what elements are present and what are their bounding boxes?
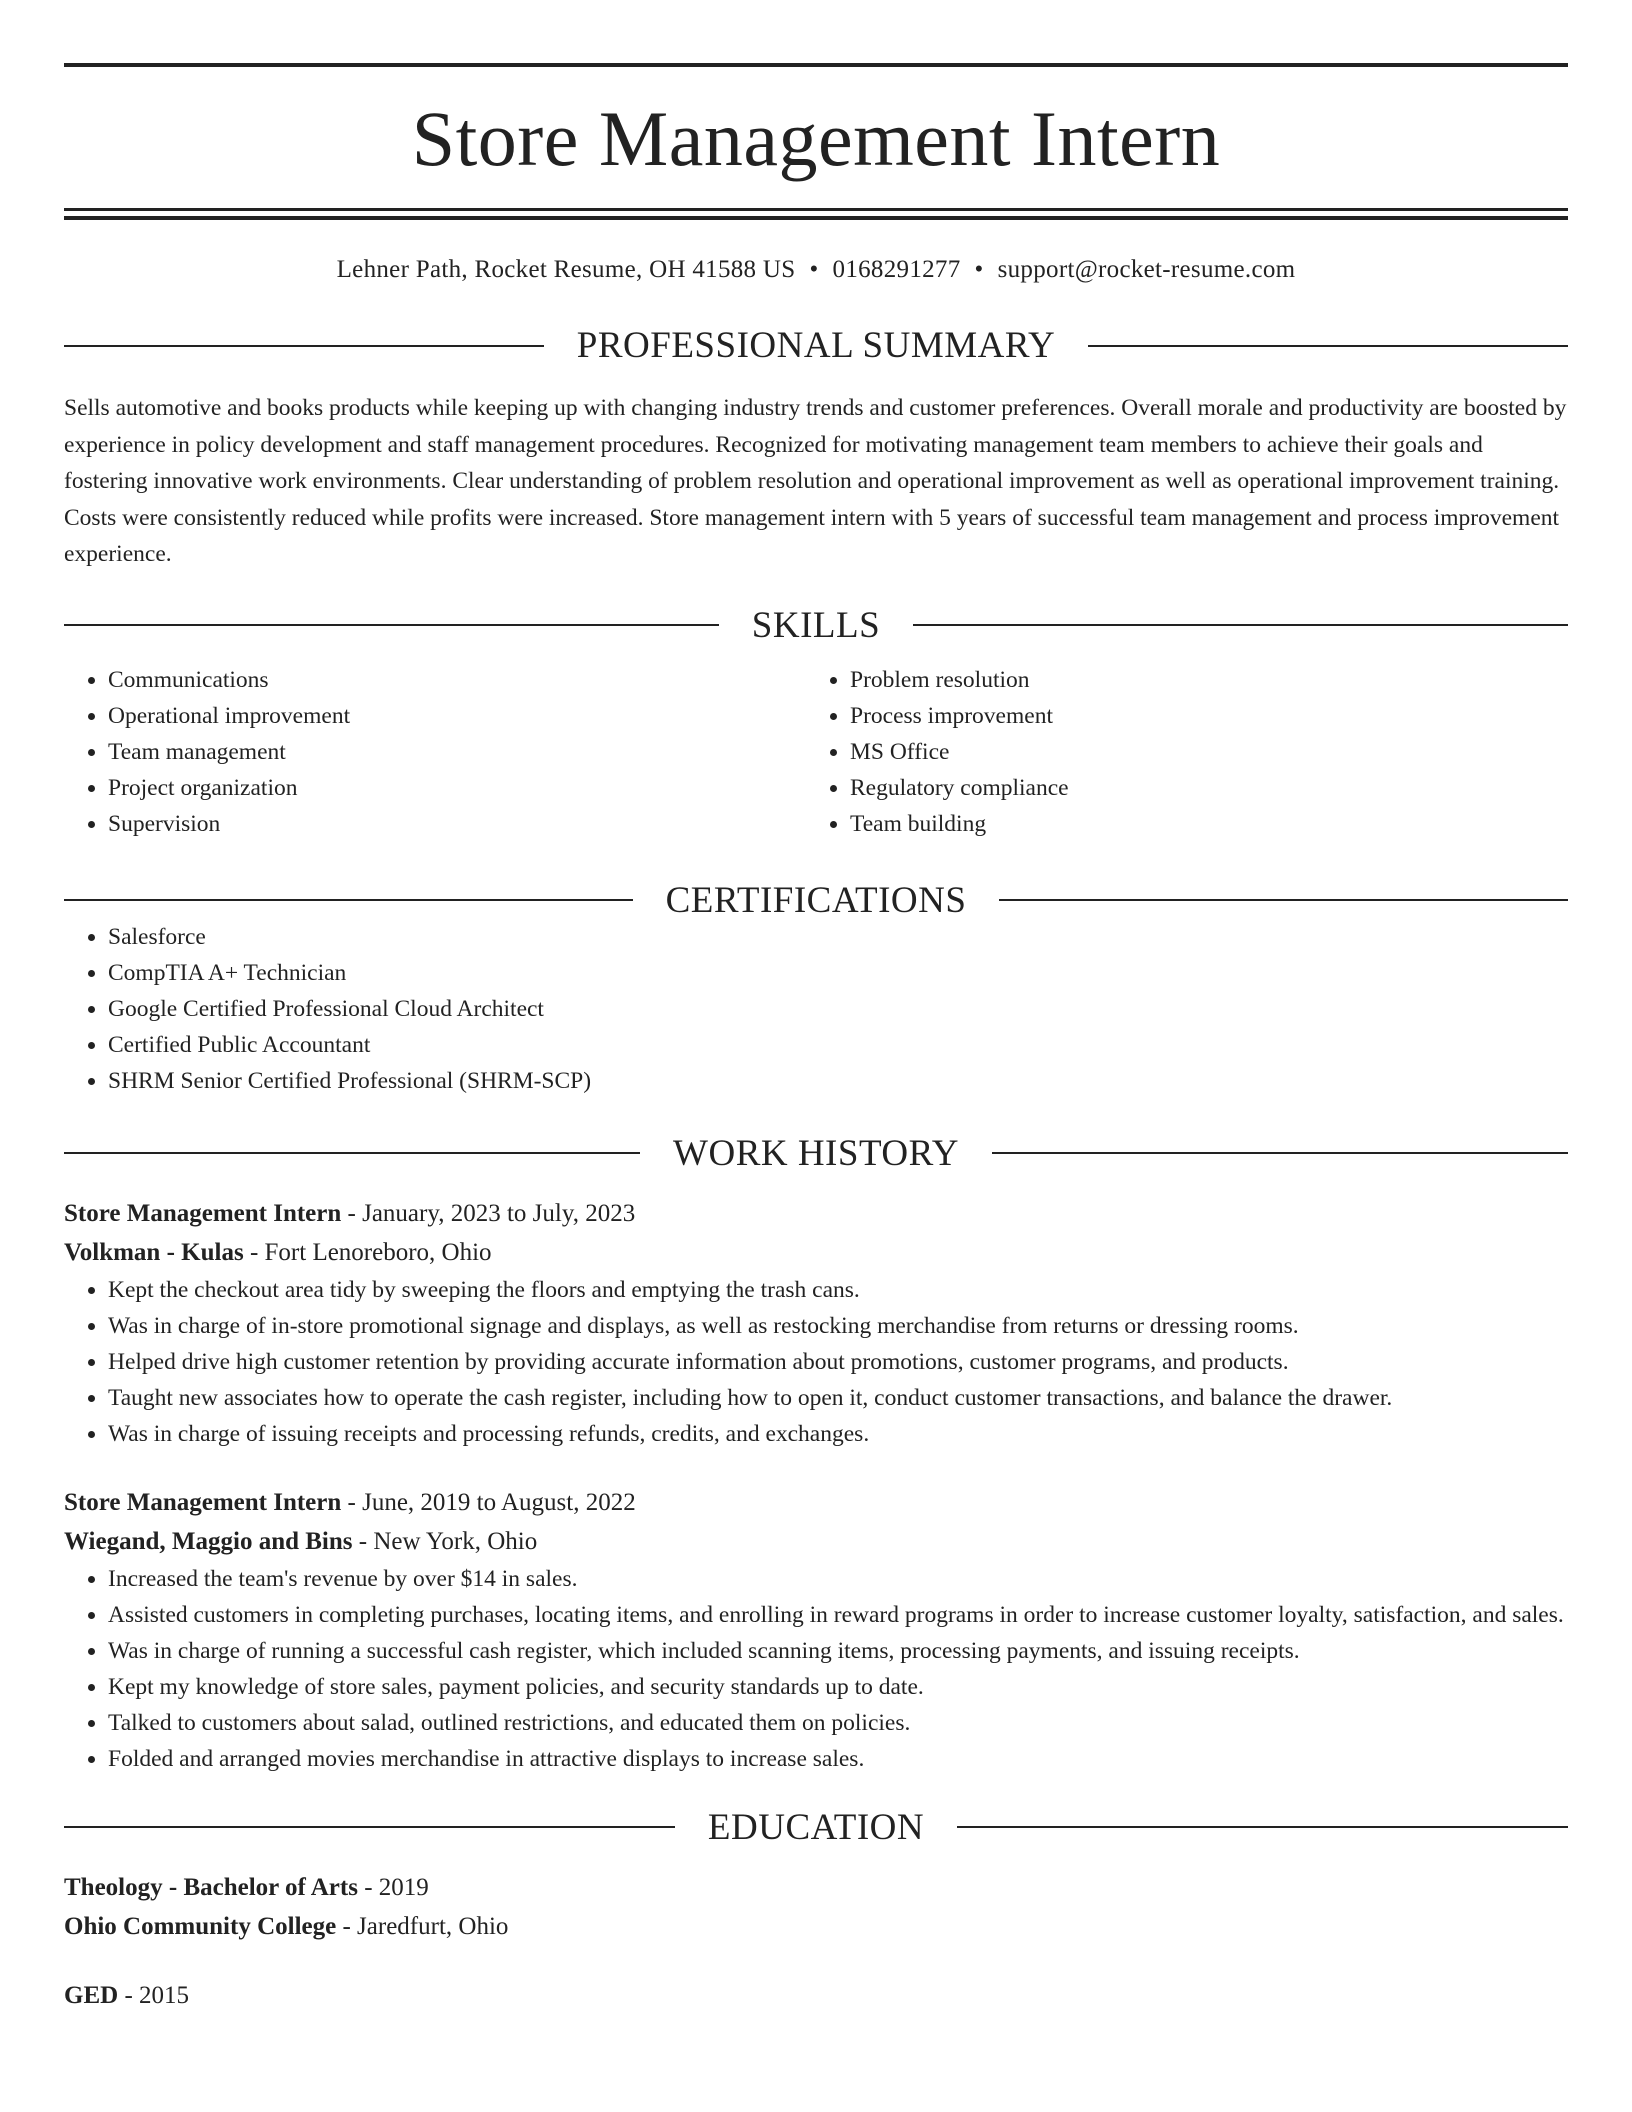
school-line xyxy=(64,1907,1568,1946)
skill-item: • Regulatory compliance xyxy=(850,770,1548,806)
contact-address: Lehner Path, Rocket Resume, OH 41588 US xyxy=(336,256,796,283)
contact-separator: • xyxy=(974,256,984,283)
resume-title: Store Management Intern xyxy=(411,95,1221,182)
heading-rule xyxy=(64,345,544,347)
job-title-line xyxy=(64,1483,1568,1522)
degree-year: - 2015 xyxy=(118,1981,190,2009)
education-heading xyxy=(64,1806,1568,1848)
job-dates: - January, 2023 to July, 2023 xyxy=(341,1199,636,1227)
job-title: Store Management Intern xyxy=(64,1488,342,1516)
certifications-heading xyxy=(64,879,1568,921)
duty-item: • Increased the team's revenue by over $14 in sales. xyxy=(108,1561,1568,1597)
duty-item: • Kept the checkout area tidy by sweeping the floors and emptying the trash cans. xyxy=(108,1272,1568,1308)
summary-heading xyxy=(64,327,1568,364)
job-duties xyxy=(64,1272,1568,1452)
duty-item: • Assisted customers in completing purchases, locating items, and enrolling in reward programs in order to increase customer loyalty, satisfaction, and sales. xyxy=(108,1597,1568,1633)
certification-item: • Certified Public Accountant xyxy=(108,1027,1568,1063)
resume-page xyxy=(64,0,1568,2015)
skill-item: • Operational improvement xyxy=(108,698,806,734)
heading-rule xyxy=(913,624,1568,626)
contact-email: support@rocket-resume.com xyxy=(997,256,1296,283)
duty-item: • Folded and arranged movies merchandise in attractive displays to increase sales. xyxy=(108,1741,1568,1777)
duty-item: • Was in charge of in-store promotional signage and displays, as well as restocking merchandise from returns or dressing rooms. xyxy=(108,1308,1568,1344)
job-title: Store Management Intern xyxy=(64,1199,342,1227)
section-title: SKILLS xyxy=(751,604,881,646)
section-title: EDUCATION xyxy=(707,1806,925,1848)
certifications-list xyxy=(64,919,1568,1099)
job-title-line xyxy=(64,1194,1568,1233)
work-history-heading xyxy=(64,1132,1568,1174)
skill-item: • Process improvement xyxy=(850,698,1548,734)
duty-item: • Helped drive high customer retention by providing accurate information about promotions, customer programs, and products. xyxy=(108,1344,1568,1380)
contact-line xyxy=(64,257,1568,282)
skills-column-left xyxy=(64,662,806,842)
job-location: - New York, Ohio xyxy=(352,1527,538,1555)
school-location: - Jaredfurt, Ohio xyxy=(336,1912,509,1940)
title-double-rule xyxy=(64,208,1568,220)
job-company: Volkman - Kulas xyxy=(64,1238,244,1266)
degree-line xyxy=(64,1868,1568,1907)
degree: Theology - Bachelor of Arts xyxy=(64,1873,358,1901)
section-title: PROFESSIONAL SUMMARY xyxy=(576,325,1056,366)
heading-rule xyxy=(64,899,633,901)
contact-phone: 0168291277 xyxy=(832,256,961,283)
heading-rule xyxy=(992,1152,1568,1154)
skill-item: • MS Office xyxy=(850,734,1548,770)
job-dates: - June, 2019 to August, 2022 xyxy=(341,1488,636,1516)
degree: GED xyxy=(64,1981,119,2009)
heading-rule xyxy=(999,899,1568,901)
section-title: WORK HISTORY xyxy=(673,1132,959,1174)
skills-heading xyxy=(64,604,1568,646)
skill-item: • Communications xyxy=(108,662,806,698)
skills-list xyxy=(64,662,1568,842)
duty-item: • Taught new associates how to operate the cash register, including how to open it, conduct customer transactions, and balance the drawer. xyxy=(108,1380,1568,1416)
certification-item: • Salesforce xyxy=(108,919,1568,955)
certification-item: • Google Certified Professional Cloud Architect xyxy=(108,991,1568,1027)
heading-rule xyxy=(64,1826,675,1828)
contact-separator: • xyxy=(809,256,819,283)
skill-item: • Project organization xyxy=(108,770,806,806)
job-location: - Fort Lenoreboro, Ohio xyxy=(243,1238,492,1266)
skill-item: • Team building xyxy=(850,806,1548,842)
skill-item: • Team management xyxy=(108,734,806,770)
certification-item: • CompTIA A+ Technician xyxy=(108,955,1568,991)
top-rule xyxy=(64,63,1568,67)
education-entry xyxy=(64,1976,1568,2015)
duty-item: • Talked to customers about salad, outlined restrictions, and educated them on policies. xyxy=(108,1705,1568,1741)
school: Ohio Community College xyxy=(64,1912,337,1940)
education-entry xyxy=(64,1868,1568,1946)
duty-item: • Was in charge of running a successful cash register, which included scanning items, processing payments, and issuing receipts. xyxy=(108,1633,1568,1669)
job-entry xyxy=(64,1483,1568,1777)
skill-item: • Supervision xyxy=(108,806,806,842)
certification-item: • SHRM Senior Certified Professional (SHRM-SCP) xyxy=(108,1063,1568,1099)
skill-item: • Problem resolution xyxy=(850,662,1548,698)
heading-rule xyxy=(64,624,719,626)
heading-rule xyxy=(1088,345,1568,347)
job-company-line xyxy=(64,1233,1568,1272)
summary-text: Sells automotive and books products while keeping up with changing industry trends and customer preferences. Overall morale and productivity are boosted by experience in policy development and staff management procedures. Recognized for motivating management team members to achieve their goals and fostering innovative work environments. Clear understanding of problem resolution and operational improvement as well as operational improvement training. Costs were consistently reduced while profits were increased. Store management intern with 5 years of successful team management and process improvement experience. xyxy=(64,395,1567,567)
section-title: CERTIFICATIONS xyxy=(665,879,967,921)
job-entry xyxy=(64,1194,1568,1452)
job-duties xyxy=(64,1561,1568,1777)
heading-rule xyxy=(64,1152,640,1154)
job-company: Wiegand, Maggio and Bins xyxy=(64,1527,353,1555)
degree-year: - 2019 xyxy=(357,1873,429,1901)
duty-item: • Was in charge of issuing receipts and processing refunds, credits, and exchanges. xyxy=(108,1416,1568,1452)
job-company-line xyxy=(64,1522,1568,1561)
heading-rule xyxy=(957,1826,1568,1828)
duty-item: • Kept my knowledge of store sales, payment policies, and security standards up to date. xyxy=(108,1669,1568,1705)
degree-line xyxy=(64,1976,1568,2015)
skills-column-right xyxy=(806,662,1548,842)
